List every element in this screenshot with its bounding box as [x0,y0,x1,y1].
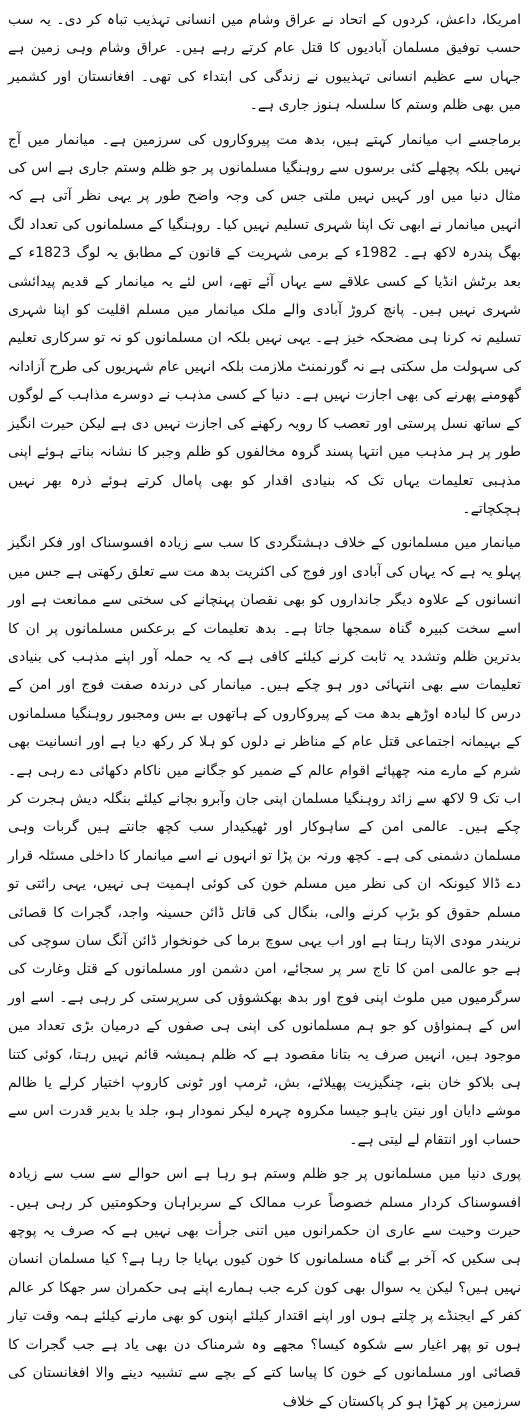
article-paragraph: برماجسے اب میانمار کہتے ہیں، بدھ مت پیروکاروں کی سرزمین ہے۔ میانمار میں آج نہیں بلکہ پچھلے کئی برسوں سے روہنگیا مسلمانوں پر جو ظلم وستم جاری ہے اس کی مثال دنیا میں اور کہیں نہیں ملتی جس کی وجہ واضح طور پر یہی نظر آتی ہے کہ انہیں میانمار نے ابھی تک اپنا شہری تسلیم نہیں کیا۔ روہنگیا کے مسلمانوں کی تعداد لگ بھگ پندرہ لاکھ ہے۔ 1982ء کے برمی شہریت کے قانون کے مطابق یہ لوگ 1823ء کے بعد برٹش انڈیا کے کسی علاقے سے یہاں آئے تھے، اس لئے یہ میانمار کے قدیم پیدائشی شہری نہیں ہیں۔ پانچ کروڑ آبادی والے ملک میانمار میں مسلم اقلیت کو اپنا شہری تسلیم نہ کرنا ہی مضحکہ خیز ہے۔ یہی نہیں بلکہ ان مسلمانوں کو نہ تو سرکاری تعلیم کی سہولت مل سکتی ہے نہ گورنمنٹ ملازمت بلکہ انہیں عام شہریوں کی طرح آزادانہ گھومنے پھرنے کی بھی اجازت نہیں ہے۔ دنیا کے کسی مذہب نے دوسرے مذاہب کے لوگوں کے ساتھ نسل پرستی اور تعصب کا رویہ رکھنے کی اجازت نہیں دی ہے لیکن حیرت انگیز طور پر ہر مذہب میں انتہا پسند گروہ مخالفوں کو ظلم وجبر کا نشانہ بناتے ہوئے اپنی مذہبی تعلیمات یہاں تک کہ بنیادی اقدار کو بھی پامال کرتے ہوئے ذرہ بھر نہیں ہچکچاتے۔ [8,131,522,517]
article-paragraph: میانمار میں مسلمانوں کے خلاف دہشتگردی کا سب سے زیادہ افسوسناک اور فکر انگیز پہلو یہ ہے کہ یہاں کی آبادی اور فوج کی اکثریت بدھ مت سے تعلق رکھتی ہے جس میں انسانوں کے علاوہ دیگر جانداروں کو بھی نقصان پہنچانے کی سختی سے ممانعت ہے اور اسے سخت کبیرہ گناہ سمجھا جاتا ہے۔ بدھ تعلیمات کے برعکس مسلمانوں پر ان کا بدترین ظلم وتشدد یہ ثابت کرنے کیلئے کافی ہے کہ یہ حملہ آور اپنے مذہب کی بنیادی تعلیمات سے بھی انتہائی دور ہو چکے ہیں۔ میانمار کی درندہ صفت فوج اور امن کے درس کا لبادہ اوڑھے بدھ مت کے پیروکاروں کے ہاتھوں بے بس ومجبور روہنگیا مسلمانوں کے بہیمانہ اجتماعی قتل عام کے مناظر نے دلوں کو ہلا کر رکھ دیا ہے اور انسانیت بھی شرم کے مارے منہ چھپائے اقوام عالم کے ضمیر کو جگانے میں ناکام دکھائی دے رہی ہے۔ اب تک 9 لاکھ سے زائد روہنگیا مسلمان اپنی جان وآبرو بچانے کیلئے بنگلہ دیش ہجرت کر چکے ہیں۔ عالمی امن کے ساہوکار اور ٹھیکیدار سب کچھ جانتے ہیں گربات وہی مسلمان دشمنی کی ہے۔ کچھ ورنہ بن پڑا تو انہوں نے اسے میانمار کا داخلی مسئلہ قرار دے ڈالا کیونکہ ان کی نظر میں مسلم خون کی کوئی اہمیت ہی نہیں، یہی رائتی تو مسلم حقوق کو بڑپ کرنے والی، بنگال کی قاتل ڈائن حسینہ واجد، گجرات کا قصائی نریندر مودی الاپتا رہتا ہے اور اب یہی سوچ برما کی خونخوار ڈائن آنگ سان سوچی کی ہے جو عالمی امن کا تاج سر پر سجائے، امن دشمن اور مسلمانوں کے قتل وغارت کی سرگرمیوں میں ملوث اپنی فوج اور بدھ بھکشوؤں کی سرپرستی کر رہی ہے۔ اسے اور اس کے ہمنواؤں کو جو ہم مسلمانوں کی اپنی ہی صفوں کے درمیان بڑی تعداد میں موجود ہیں، انہیں صرف یہ بتانا مقصود ہے کہ ظلم ہمیشہ قائم نہیں رہتا، کوئی کتنا ہی بلاکو خان بنے، چنگیزیت پھیلائے، بش، ٹرمپ اور ٹونی کاروپ اختیار کرلے یا ظالم موشے دایان اور نیتن یاہو جیسا مکروہ چہرہ لیکر نمودار ہو، جلد یا بدیر قدرت اس سے حساب اور انتقام لے لیتی ہے۔ [8,535,521,1148]
article-paragraph: پوری دنیا میں مسلمانوں پر جو ظلم وستم ہو رہا ہے اس حوالے سے سب سے زیادہ افسوسناک کردار مسلم خصوصاً عرب ممالک کے سربراہان وحکومتیں کر رہی ہیں۔ حیرت وحیت سے عاری ان حکمرانوں میں اتنی جرأت بھی نہیں ہے کہ صرف یہ پوچھ ہی سکیں کہ آخر بے گناہ مسلمانوں کا خون کیوں بہایا جا رہا ہے؟ کیا مسلمان انسان نہیں ہیں؟ لیکن یہ سوال بھی کون کرے جب ہمارے اپنے ہی حکمران سر جھکا کر عالم کفر کے ایجنڈے پر چلتے ہوں اور اپنے اقتدار کیلئے اپنوں کو بھی مارنے کیلئے ہمہ وقت تیار ہوں تو پھر اغیار سے شکوہ کیسا؟ مجھے وہ شرمناک دن بھی یاد ہے جب گجرات کا قصائی اور مسلمانوں کے خون کا پیاسا کتے کے بچے سے تشبیہ دینے والا افغانستان کی سرزمین پر کھڑا ہو کر پاکستان کے خلاف [8,1166,521,1410]
article-paragraph: امریکا، داعش، کردوں کے اتحاد نے عراق وشام میں انسانی تہذیب تباہ کر دی۔ یہ سب حسب توفیق مسلمان آبادیوں کا قتل عام کرتے رہے ہیں۔ عراق وشام وہی زمین ہے جہاں سے عظیم انسانی تہذیبوں نے زندگی کی ابتداء کی تھی۔ افغانستان اور کشمیر میں بھی ظلم وستم کا سلسلہ ہنوز جاری ہے۔ [8,12,521,114]
